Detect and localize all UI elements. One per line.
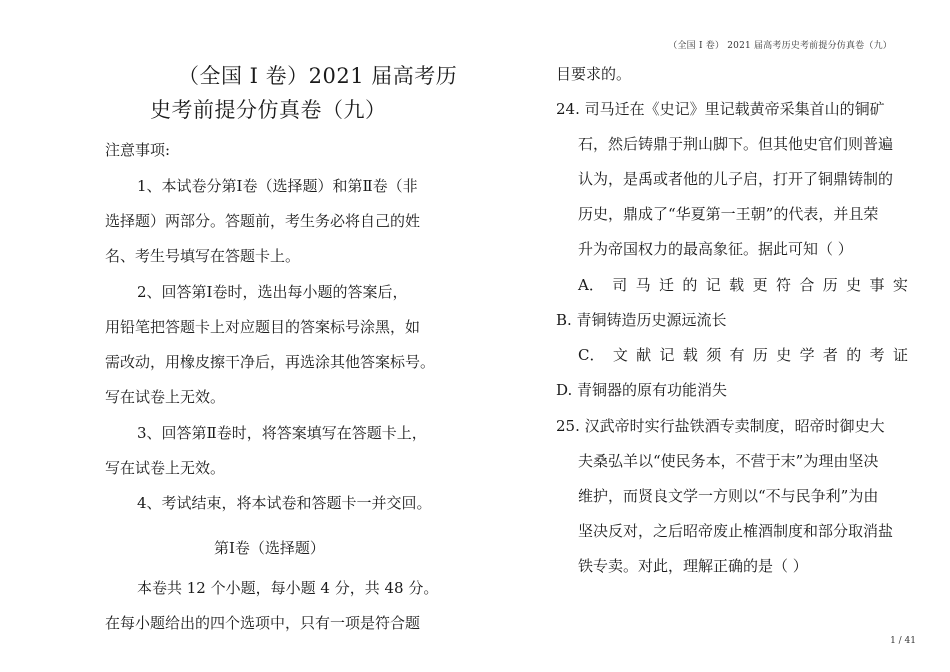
question-24-line: 历史，鼎成了“华夏第一王朝”的代表，并且荣 — [578, 205, 879, 223]
exam-title-line1: （全国 Ⅰ 卷）2021 届高考历 — [178, 64, 458, 88]
question-text: 目要求的。 — [556, 65, 632, 83]
question-25-line: 25. 汉武帝时实行盐铁酒专卖制度，昭帝时御史大 — [556, 417, 885, 435]
question-24-line: 24. 司马迁在《史记》里记载黄帝采集首山的铜矿 — [556, 100, 885, 118]
question-24-line: 升为帝国权力的最高象征。据此可知（ ） — [578, 240, 853, 258]
notice-line: 4、考试结束，将本试卷和答题卡一并交回。 — [137, 494, 432, 512]
notice-line: 2、回答第Ⅰ卷时，选出每小题的答案后， — [137, 283, 408, 301]
notice-line: 写在试卷上无效。 — [105, 459, 226, 477]
notice-line: 1、本试卷分第Ⅰ卷（选择题）和第Ⅱ卷（非 — [137, 177, 418, 195]
section-intro-line2: 在每小题给出的四个选项中，只有一项是符合题 — [105, 614, 421, 632]
question-24-line: 石，然后铸鼎于荆山脚下。但其他史官们则普遍 — [578, 135, 894, 153]
page-number: 1 / 41 — [890, 636, 916, 646]
running-header: （全国 Ⅰ 卷） 2021 届高考历史考前提分仿真卷（九） — [668, 41, 892, 51]
notice-line: 写在试卷上无效。 — [105, 388, 226, 406]
notice-line: 用铅笔把答题卡上对应题目的答案标号涂黑，如 — [105, 318, 421, 336]
question-25-line: 坚决反对，之后昭帝废止榷酒制度和部分取消盐 — [578, 522, 894, 540]
notice-line: 选择题）两部分。答题前，考生务必将自己的姓 — [105, 212, 421, 230]
option-a: A． 司 马 迁 的 记 载 更 符 合 历 史 事 实 — [578, 276, 908, 294]
section-intro-line1: 本卷共 12 个小题，每小题 4 分，共 48 分。 — [137, 579, 439, 597]
option-b: B. 青铜铸造历史源远流长 — [556, 311, 727, 329]
section-heading: 第Ⅰ卷（选择题） — [214, 539, 325, 557]
question-24-line: 认为，是禹或者他的儿子启，打开了铜鼎铸制的 — [578, 170, 894, 188]
notice-line: 3、回答第Ⅱ卷时，将答案填写在答题卡上， — [137, 424, 427, 442]
exam-title-line2: 史考前提分仿真卷（九） — [150, 98, 387, 122]
option-d: D. 青铜器的原有功能消失 — [556, 381, 728, 399]
notice-heading: 注意事项: — [105, 141, 171, 159]
question-25-line: 夫桑弘羊以“使民务本，不营于末”为理由坚决 — [578, 452, 879, 470]
question-25-line: 维护，而贤良文学一方则以“不与民争利”为由 — [578, 487, 879, 505]
option-c: C． 文 献 记 载 须 有 历 史 学 者 的 考 证 — [578, 346, 908, 364]
question-25-line: 铁专卖。对此，理解正确的是（ ） — [578, 557, 808, 575]
notice-line: 名、考生号填写在答题卡上。 — [105, 247, 301, 265]
notice-line: 需改动，用橡皮擦干净后，再选涂其他答案标号。 — [105, 353, 436, 371]
